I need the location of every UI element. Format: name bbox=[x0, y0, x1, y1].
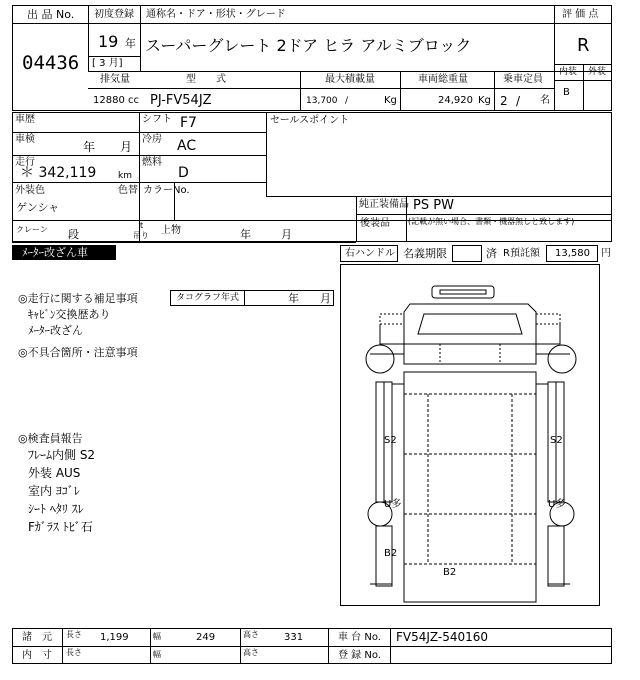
mark-s2-right: S2 bbox=[550, 435, 563, 446]
gross-weight-label: 車両総重量 bbox=[418, 74, 468, 85]
ownership-box bbox=[452, 245, 482, 262]
recycle-deposit-label: R預託額 bbox=[503, 248, 540, 259]
height-value: 331 bbox=[284, 632, 304, 643]
length-value: 1,199 bbox=[100, 632, 129, 643]
color-change-label: 色替 bbox=[118, 185, 138, 196]
mark-u-right: U多 bbox=[548, 499, 566, 510]
color-code-label: カラーNo. bbox=[143, 185, 190, 196]
inspector-note-3: 室内 ﾖｺﾞﾚ bbox=[28, 484, 80, 498]
tachograph-year: 年 bbox=[288, 292, 299, 305]
mark-b2-left: B2 bbox=[384, 548, 398, 559]
mark-s2-left: S2 bbox=[384, 435, 397, 446]
lot-no-label: 出 品 No. bbox=[27, 8, 75, 21]
inner-length-label: 長さ bbox=[66, 648, 82, 657]
width-value: 249 bbox=[196, 632, 216, 643]
reg-year: 19 bbox=[98, 32, 119, 51]
displacement-label: 排気量 bbox=[100, 74, 130, 85]
recycle-unit: 円 bbox=[601, 248, 611, 259]
chassis-value: FV54JZ-540160 bbox=[396, 630, 489, 644]
capacity-unit: 名 bbox=[540, 95, 550, 106]
crane-stage: 段 bbox=[68, 228, 79, 241]
fuel-value: D bbox=[178, 165, 189, 181]
history-label: 車歴 bbox=[15, 114, 35, 125]
gross-weight-value: 24,920 bbox=[438, 95, 473, 106]
truck-damage-diagram bbox=[340, 264, 600, 606]
exterior-label: 外装 bbox=[588, 67, 607, 77]
inspection-month-unit: 月 bbox=[120, 140, 133, 154]
mileage-value: ＊ 342,119 bbox=[20, 165, 97, 181]
interior-score: B bbox=[563, 87, 570, 98]
upload-label: 上物 bbox=[161, 225, 181, 236]
tachograph-month: 月 bbox=[320, 292, 331, 305]
shift-label: シフト bbox=[142, 114, 172, 125]
defects-title: ◎不具合箇所・注意事項 bbox=[18, 346, 138, 359]
ownership-label: 名義期限 bbox=[403, 247, 447, 260]
reg-month: [ 3 月] bbox=[92, 58, 123, 69]
meter-tag-text: ﾒｰﾀｰ改ざん車 bbox=[22, 246, 88, 259]
upload-year: 年 bbox=[240, 228, 251, 241]
tachograph-label: タコグラフ年式 bbox=[176, 293, 240, 303]
length-label: 長さ bbox=[66, 630, 82, 639]
model-label: 型 式 bbox=[186, 74, 226, 85]
steering-value: 右ハンドル bbox=[345, 248, 395, 259]
fuel-label: 燃料 bbox=[142, 157, 162, 168]
gross-weight-unit: Kg bbox=[478, 95, 491, 106]
chassis-label: 車 台 No. bbox=[338, 632, 381, 643]
max-load-label: 最大積載量 bbox=[325, 74, 375, 85]
aftermarket-note: (記載が無い場合、書類・機器無しと致します) bbox=[408, 217, 575, 226]
reg-year-unit: 年 bbox=[125, 37, 136, 50]
inspector-title: ◎検査員報告 bbox=[18, 432, 83, 445]
inspector-note-5: Fｶﾞﾗｽ ﾄﾋﾞ石 bbox=[28, 520, 93, 534]
recycle-deposit-value: 13,580 bbox=[555, 248, 590, 259]
sales-point-label: セールスポイント bbox=[270, 115, 350, 126]
standard-equip-value: PS PW bbox=[413, 198, 454, 213]
crane-lift: 吊り bbox=[133, 231, 149, 240]
exterior-color-value: ゲンシャ bbox=[16, 201, 60, 214]
model-value: PJ-FV54JZ bbox=[150, 93, 212, 108]
specs-label: 諸 元 bbox=[22, 632, 52, 643]
aftermarket-label: 後装品 bbox=[360, 218, 390, 229]
recycle-done: 済 bbox=[486, 247, 497, 260]
width-label: 幅 bbox=[153, 632, 161, 641]
mileage-label: 走行 bbox=[15, 157, 35, 168]
interior-label: 内装 bbox=[559, 67, 578, 77]
standard-equip-label: 純正装備品 bbox=[359, 199, 409, 210]
eval-label: 評 価 点 bbox=[562, 9, 599, 20]
inspection-year-unit: 年 bbox=[83, 140, 96, 154]
driving-notes-title: ◎走行に関する補足事項 bbox=[18, 292, 138, 305]
inspection-label: 車検 bbox=[15, 134, 35, 145]
driving-note-2: ﾒｰﾀｰ改ざん bbox=[28, 324, 83, 337]
upload-month: 月 bbox=[281, 228, 292, 241]
mark-u-left: U多 bbox=[384, 499, 402, 510]
shift-value: F7 bbox=[180, 115, 197, 131]
height-label: 高さ bbox=[243, 630, 259, 639]
max-load-value: 13,700 bbox=[306, 96, 338, 106]
exterior-color-label: 外装色 bbox=[15, 185, 45, 196]
inspector-note-2: 外装 AUS bbox=[28, 466, 81, 480]
displacement-unit: cc bbox=[128, 95, 139, 106]
first-reg-label: 初度登録 bbox=[94, 9, 134, 20]
capacity-label: 乗車定員 bbox=[503, 74, 543, 85]
crane-label: クレーン bbox=[16, 225, 48, 234]
ac-label: 冷房 bbox=[142, 134, 162, 145]
capacity-value: 2 bbox=[500, 94, 508, 108]
inspector-note-1: ﾌﾚｰﾑ内側 S2 bbox=[28, 448, 96, 462]
max-load-unit: Kg bbox=[384, 95, 397, 106]
ac-value: AC bbox=[177, 138, 197, 154]
inner-height-label: 高さ bbox=[243, 648, 259, 657]
inner-width-label: 幅 bbox=[153, 650, 161, 659]
mileage-unit: km bbox=[118, 171, 132, 181]
inspector-note-4: ｼｰﾄ ﾍﾀﾘ ｽﾚ bbox=[28, 502, 84, 516]
crane-t: t bbox=[140, 221, 144, 230]
vehicle-name-label: 通称名・ドア・形状・グレード bbox=[146, 9, 286, 20]
vehicle-name: スーパーグレート 2ドア ヒラ アルミブロック bbox=[145, 36, 472, 55]
reg-no-label: 登 録 No. bbox=[338, 650, 381, 661]
inner-dim-label: 内 寸 bbox=[22, 650, 52, 661]
driving-note-1: ｷｬﾋﾞﾝ交換歴あり bbox=[28, 308, 111, 321]
mark-b2-bottom: B2 bbox=[443, 567, 457, 578]
eval-score: R bbox=[577, 35, 590, 56]
displacement-value: 12880 bbox=[93, 95, 125, 106]
lot-no: 04436 bbox=[22, 52, 80, 74]
